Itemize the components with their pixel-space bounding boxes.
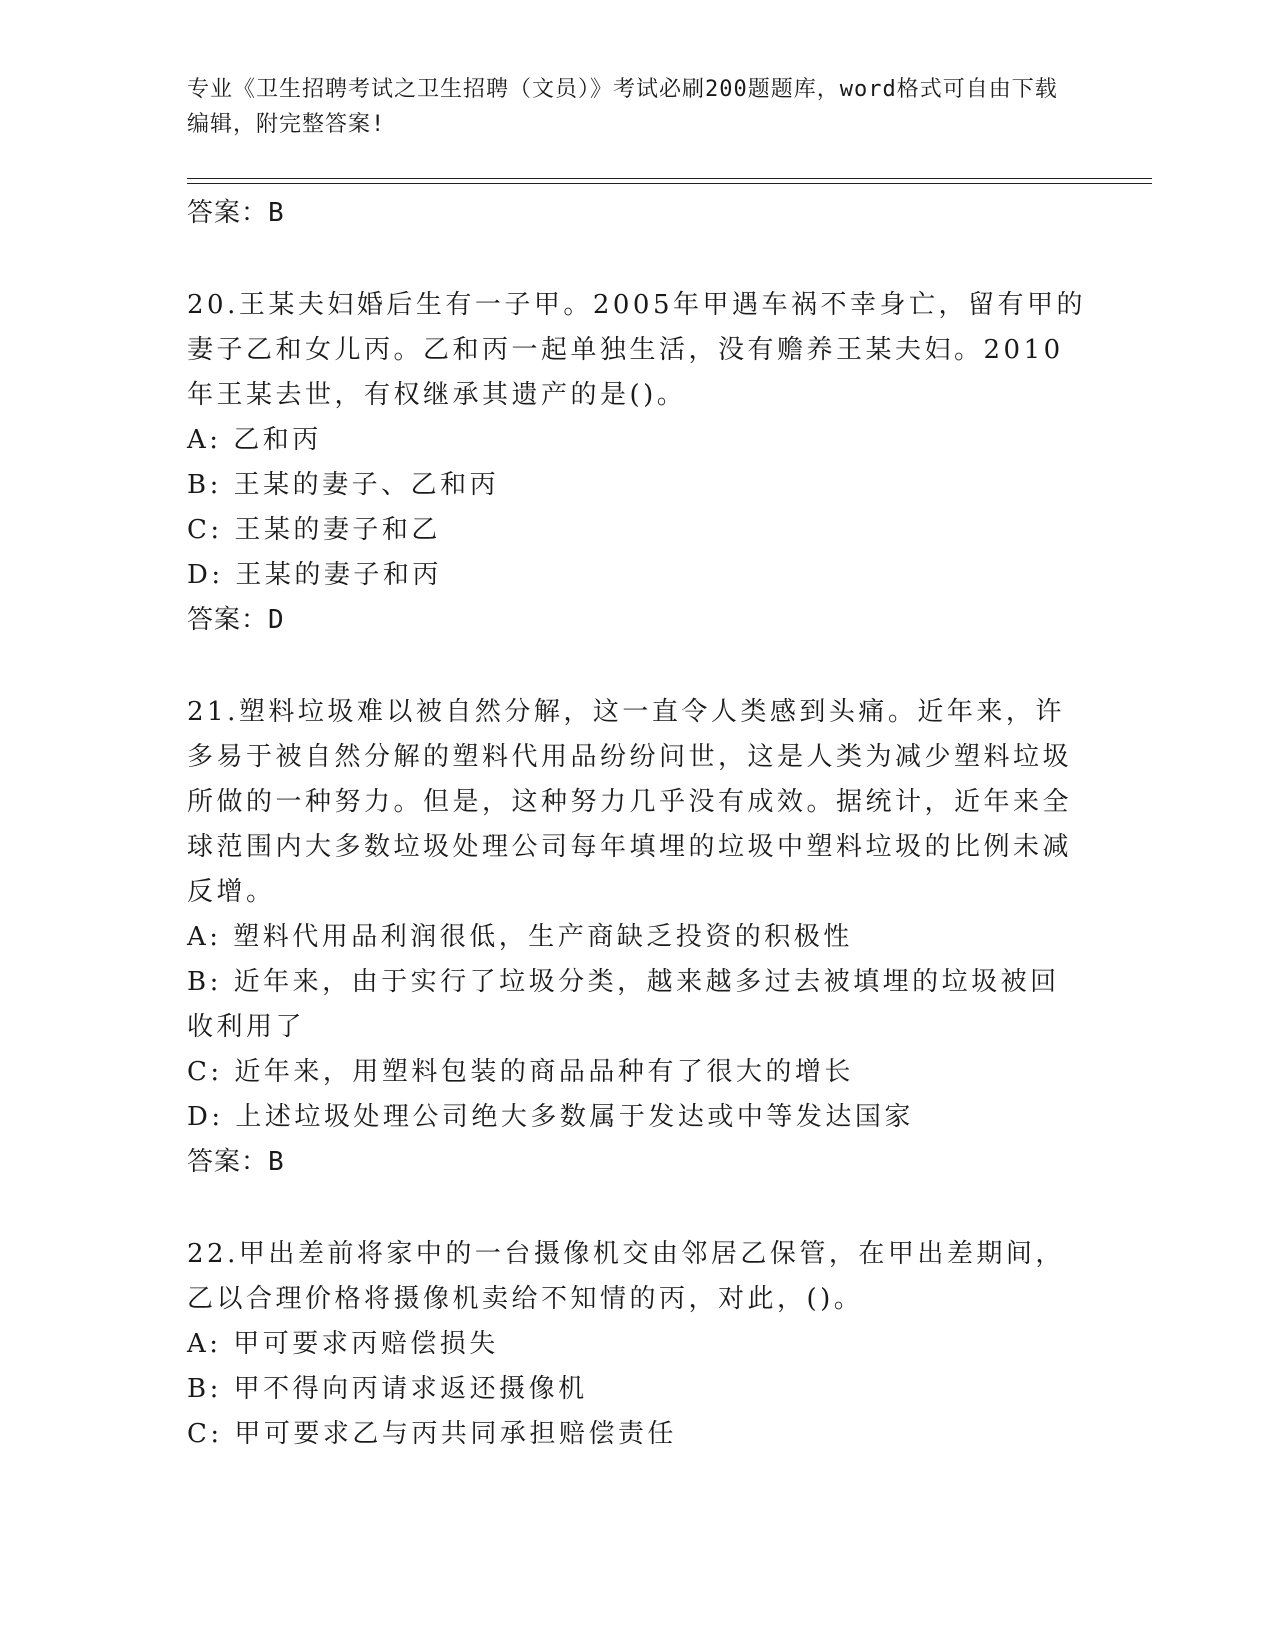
question-20-option-b: B: 王某的妻子、乙和丙 bbox=[187, 470, 500, 500]
answer-prev: 答案：B bbox=[187, 198, 285, 228]
question-22-option-a: A: 甲可要求丙赔偿损失 bbox=[187, 1329, 499, 1359]
question-22-option-c: C: 甲可要求乙与丙共同承担赔偿责任 bbox=[187, 1419, 677, 1449]
question-22-text: 22.甲出差前将家中的一台摄像机交由邻居乙保管，在甲出差期间，乙以合理价格将摄像机卖给不知情的丙，对此，()。 bbox=[187, 1239, 1065, 1314]
question-20-option-a: A: 乙和丙 bbox=[187, 425, 322, 455]
page-header bbox=[187, 72, 1077, 142]
question-21-option-a: A: 塑料代用品利润很低，生产商缺乏投资的积极性 bbox=[187, 922, 853, 952]
question-21-answer: 答案：B bbox=[187, 1147, 285, 1177]
question-22 bbox=[187, 1232, 1087, 1457]
question-22-option-b: B: 甲不得向丙请求返还摄像机 bbox=[187, 1374, 588, 1404]
document-body bbox=[187, 191, 1087, 1457]
question-21 bbox=[187, 690, 1087, 1185]
question-20-option-d: D: 王某的妻子和丙 bbox=[187, 560, 442, 590]
question-21-option-b: B: 近年来，由于实行了垃圾分类，越来越多过去被填埋的垃圾被回收利用了 bbox=[187, 967, 1060, 1042]
header-text: 专业《卫生招聘考试之卫生招聘（文员）》考试必刷200题题库，word格式可自由下载编辑，附完整答案! bbox=[187, 77, 1058, 137]
question-21-option-d: D: 上述垃圾处理公司绝大多数属于发达或中等发达国家 bbox=[187, 1102, 914, 1132]
header-divider-top bbox=[187, 178, 1152, 179]
spacer bbox=[187, 1185, 1087, 1232]
question-21-text: 21.塑料垃圾难以被自然分解，这一直令人类感到头痛。近年来，许多易于被自然分解的塑料代用品纷纷问世，这是人类为减少塑料垃圾所做的一种努力。但是，这种努力几乎没有成效。据统计，近年来全球范围内大多数垃圾处理公司每年填埋的垃圾中塑料垃圾的比例未减反增。 bbox=[187, 697, 1073, 907]
spacer bbox=[187, 236, 1087, 283]
question-20-answer: 答案：D bbox=[187, 605, 285, 635]
question-21-option-c: C: 近年来，用塑料包装的商品品种有了很大的增长 bbox=[187, 1057, 854, 1087]
question-20-text: 20.王某夫妇婚后生有一子甲。2005年甲遇车祸不幸身亡，留有甲的妻子乙和女儿丙。乙和丙一起单独生活，没有赡养王某夫妇。2010年王某去世，有权继承其遗产的是()。 bbox=[187, 290, 1087, 410]
question-20 bbox=[187, 283, 1087, 643]
spacer bbox=[187, 643, 1087, 690]
question-20-option-c: C: 王某的妻子和乙 bbox=[187, 515, 441, 545]
header-divider-bottom bbox=[187, 183, 1152, 184]
